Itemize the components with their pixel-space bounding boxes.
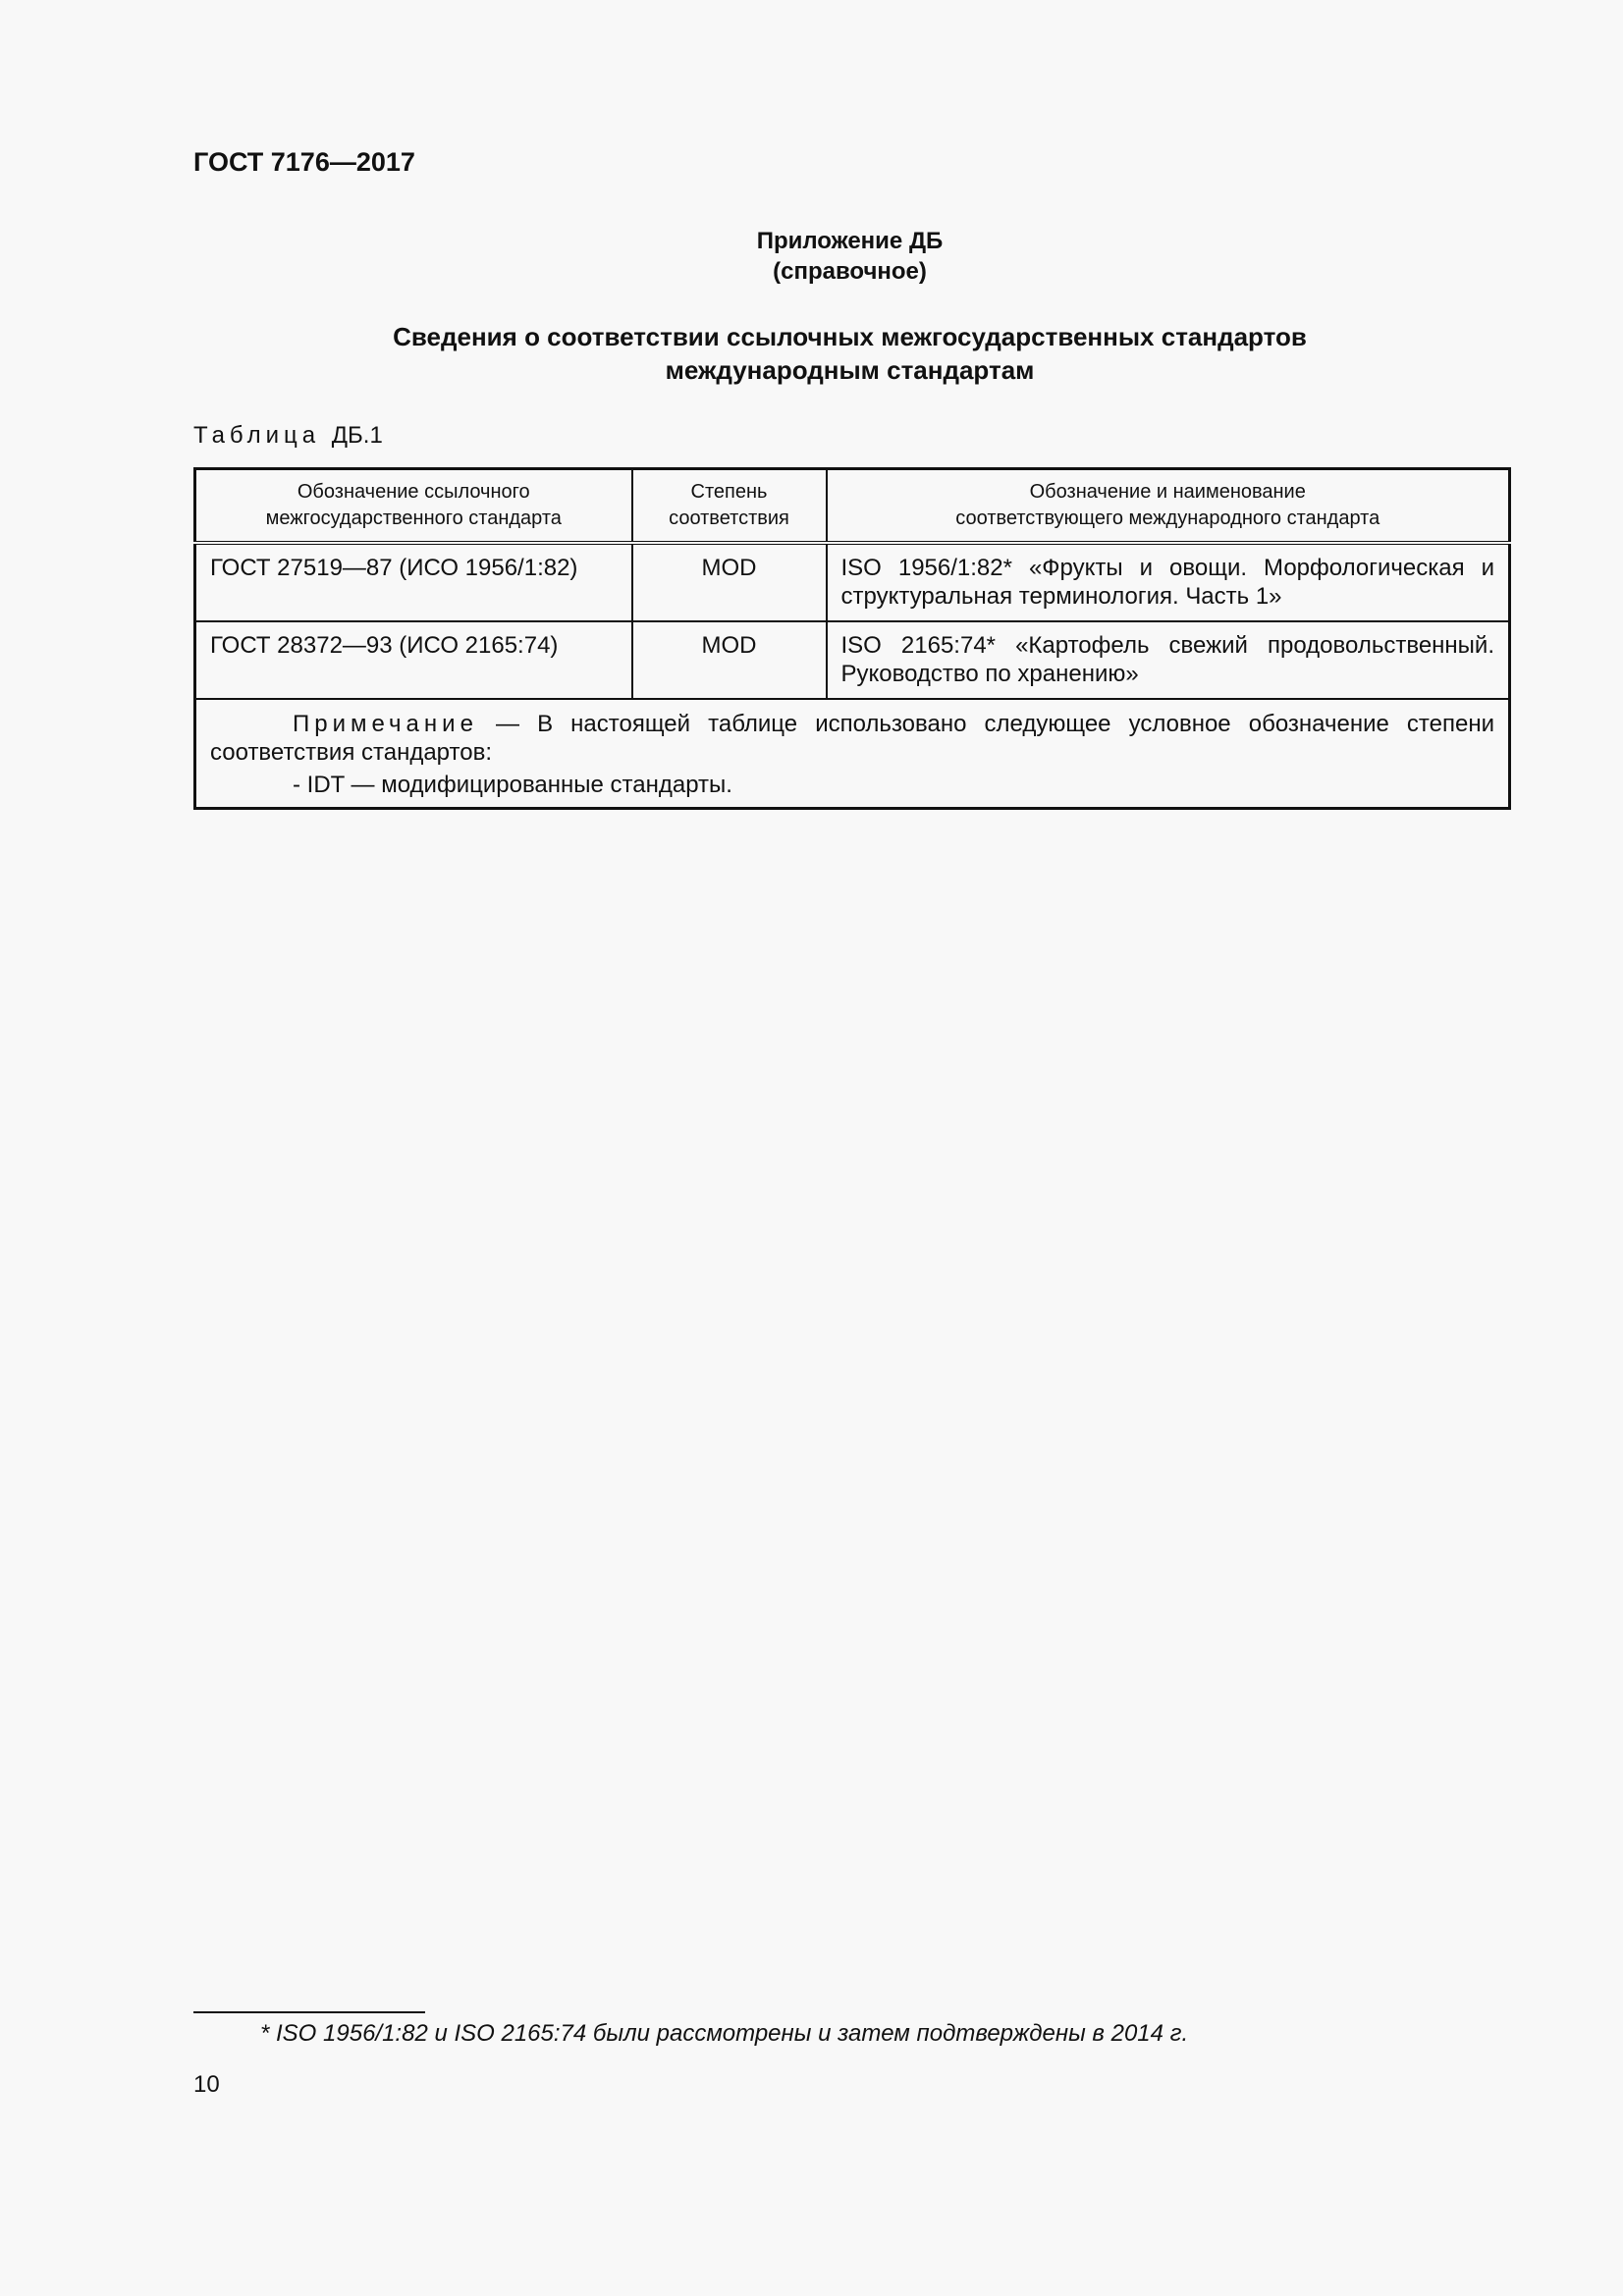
- header-cell-standard: [195, 469, 632, 544]
- header-international-line2: соответствующего международного стандарта: [955, 507, 1380, 529]
- appendix-heading: [193, 226, 1506, 287]
- cell-international: ISO 2165:74* «Картофель свежий продовольственный. Руководство по хранению»: [827, 621, 1510, 699]
- footnote-divider: [193, 2011, 425, 2013]
- note-body: — В настоящей таблице использовано следующее условное обозначение степени соответствия стандартов:: [210, 711, 1494, 766]
- section-heading: [193, 320, 1506, 387]
- cell-degree: MOD: [632, 543, 827, 621]
- standards-table: [193, 467, 1511, 810]
- table-row: [195, 621, 1510, 699]
- note-cell: [195, 699, 1510, 809]
- table-note-row: [195, 699, 1510, 809]
- note-text: [210, 710, 1494, 767]
- document-code: ГОСТ 7176—2017: [193, 147, 415, 177]
- cell-standard: ГОСТ 28372—93 (ИСО 2165:74): [195, 621, 632, 699]
- table-caption: [193, 422, 383, 450]
- section-title-line1: Сведения о соответствии ссылочных межгосударственных стандартов: [393, 322, 1307, 351]
- cell-standard: ГОСТ 27519—87 (ИСО 1956/1:82): [195, 543, 632, 621]
- header-cell-international: [827, 469, 1510, 544]
- header-international-line1: Обозначение и наименование: [1029, 481, 1306, 503]
- header-cell-degree: [632, 469, 827, 544]
- header-degree-line1: Степень: [690, 481, 768, 503]
- note-item: - IDT — модифицированные стандарты.: [293, 772, 732, 798]
- footnote: * ISO 1956/1:82 и ISO 2165:74 были рассмотрены и затем подтверждены в 2014 г.: [260, 2020, 1189, 2047]
- table-caption-number: ДБ.1: [331, 422, 383, 449]
- table-caption-word: Таблица: [193, 422, 321, 449]
- table-row: [195, 543, 1510, 621]
- table-header-row: [195, 469, 1510, 544]
- appendix-subtitle: (справочное): [773, 258, 927, 285]
- appendix-title: Приложение ДБ: [756, 228, 944, 254]
- page-number: 10: [193, 2071, 220, 2098]
- section-title-line2: международным стандартам: [665, 355, 1035, 385]
- cell-degree: MOD: [632, 621, 827, 699]
- header-standard-line1: Обозначение ссылочного: [297, 481, 530, 503]
- cell-international: ISO 1956/1:82* «Фрукты и овощи. Морфологическая и структуральная терминология. Часть 1»: [827, 543, 1510, 621]
- header-standard-line2: межгосударственного стандарта: [265, 507, 562, 529]
- note-label: Примечание: [293, 711, 478, 737]
- header-degree-line2: соответствия: [669, 507, 789, 529]
